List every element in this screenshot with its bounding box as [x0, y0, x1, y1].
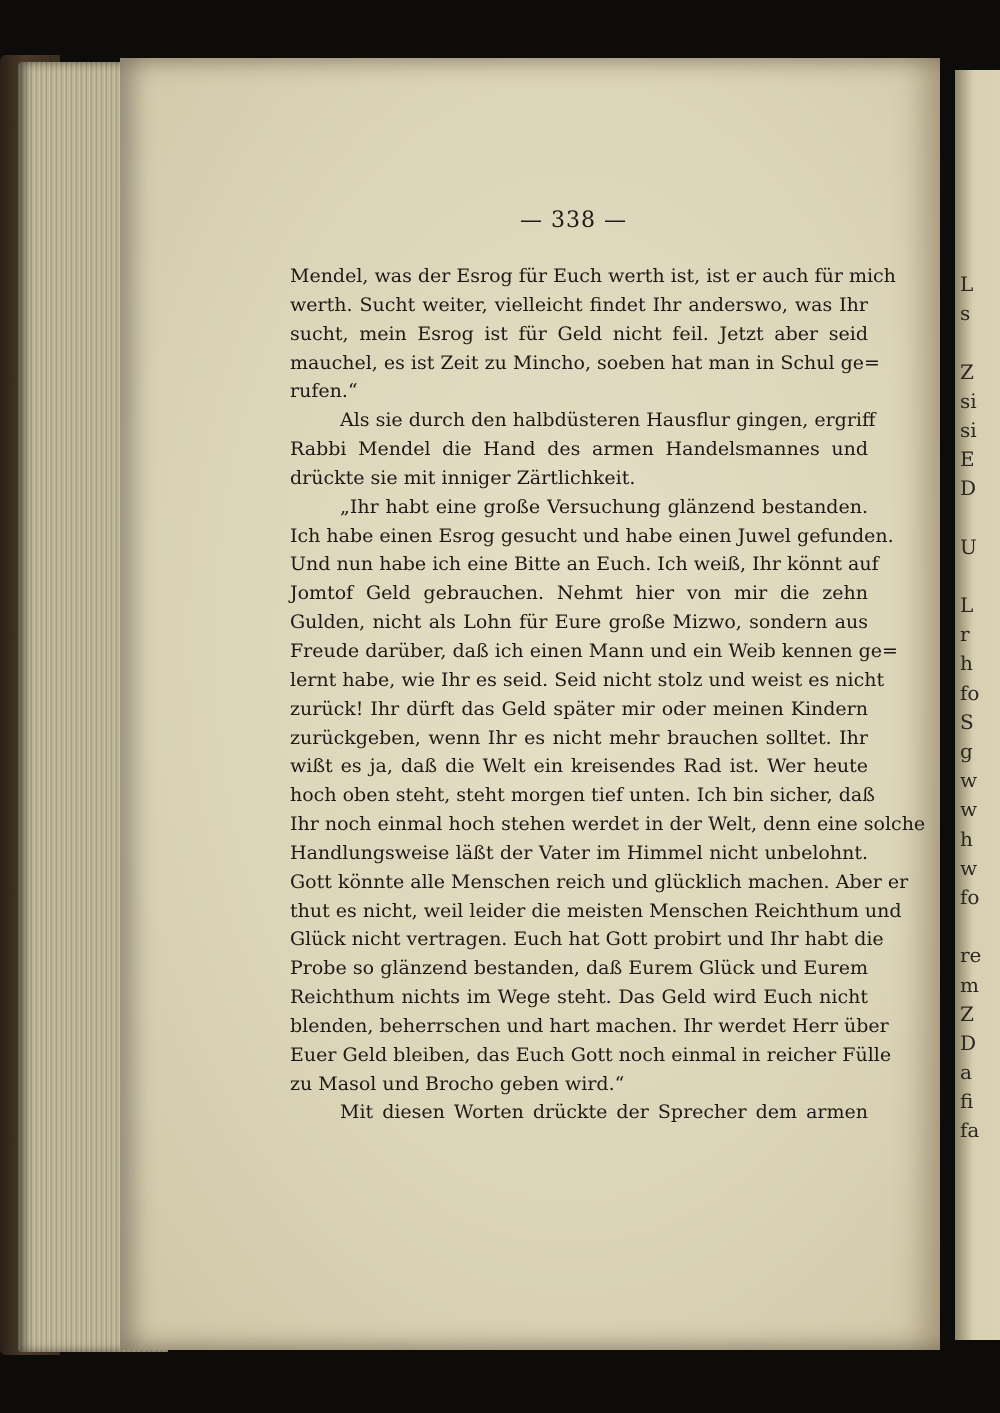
adjacent-page-fragment: fo: [960, 680, 980, 705]
adjacent-page-fragment: si: [960, 417, 977, 442]
adjacent-page-fragment: w: [960, 797, 978, 822]
text-line: wißt es ja, daß die Welt ein kreisendes Rad ist. Wer heute: [290, 755, 868, 778]
text-line: Reichthum nichts im Wege steht. Das Geld wird Euch nicht: [290, 986, 868, 1009]
text-line: Jomtof Geld gebrauchen. Nehmt hier von mir die zehn: [290, 582, 868, 605]
adjacent-page-text: [960, 270, 1000, 1146]
text-line: zurück! Ihr dürft das Geld später mir oder meinen Kindern: [290, 697, 868, 720]
text-line: Probe so glänzend bestanden, daß Eurem Glück und Eurem: [290, 957, 868, 980]
adjacent-page-fragment: L: [960, 272, 974, 296]
adjacent-page-fragment: [960, 562, 1000, 591]
adjacent-page-fragment: a: [960, 1060, 972, 1085]
text-line: Gott könnte alle Menschen reich und glücklich machen. Aber er: [290, 870, 909, 893]
adjacent-page-fragment: w: [960, 855, 978, 880]
text-line: Als sie durch den halbdüsteren Hausflur gingen, ergriff: [340, 409, 876, 432]
adjacent-page-fragment: D: [960, 1030, 977, 1055]
adjacent-page-fragment: Z: [960, 359, 974, 384]
text-line: Mit diesen Worten drückte der Sprecher dem armen: [340, 1101, 868, 1124]
text-line: lernt habe, wie Ihr es seid. Seid nicht stolz und weist es nicht: [290, 668, 885, 691]
text-line: rufen.“: [290, 380, 358, 403]
text-line: sucht, mein Esrog ist für Geld nicht feil. Jetzt aber seid: [290, 322, 868, 345]
adjacent-page-fragment: fo: [960, 884, 980, 909]
text-line: Euer Geld bleiben, das Euch Gott noch einmal in reicher Fülle: [290, 1043, 892, 1066]
text-line: Rabbi Mendel die Hand des armen Handelsmannes und: [290, 438, 868, 461]
text-line: Mendel, was der Esrog für Euch werth ist, ist er auch für mich: [290, 265, 896, 287]
text-line: werth. Sucht weiter, vielleicht findet Ihr anderswo, was Ihr: [290, 293, 868, 316]
adjacent-page-fragment: fi: [960, 1089, 974, 1114]
adjacent-page-fragment: w: [960, 768, 978, 793]
text-line: Und nun habe ich eine Bitte an Euch. Ich weiß, Ihr könnt auf: [290, 553, 879, 576]
text-line: zurückgeben, wenn Ihr es nicht mehr brauchen solltet. Ihr: [290, 726, 868, 749]
text-line: Ihr noch einmal hoch stehen werdet in der Welt, denn eine solche: [290, 813, 926, 836]
body-text: [290, 262, 926, 1127]
adjacent-page-fragment: si: [960, 388, 977, 413]
adjacent-page-fragment: [960, 504, 1000, 533]
text-line: Ich habe einen Esrog gesucht und habe einen Juwel gefunden.: [290, 524, 894, 547]
text-line: Freude darüber, daß ich einen Mann und ein Weib kennen ge=: [290, 639, 898, 662]
text-line: hoch oben steht, steht morgen tief unten. Ich bin sicher, daß: [290, 784, 875, 807]
adjacent-page-fragment: U: [960, 534, 977, 559]
text-line: zu Masol und Brocho geben wird.“: [290, 1072, 625, 1095]
text-line: thut es nicht, weil leider die meisten Menschen Reichthum und: [290, 899, 902, 922]
adjacent-page-fragment: L: [960, 593, 974, 618]
adjacent-page-fragment: E: [960, 447, 975, 472]
adjacent-page-fragment: [960, 912, 1000, 941]
text-line: Gulden, nicht als Lohn für Eure große Mizwo, sondern aus: [290, 611, 868, 634]
page-number: — 338 —: [520, 208, 627, 233]
adjacent-page-fragment: r: [960, 622, 970, 647]
adjacent-page-fragment: fa: [960, 1118, 980, 1143]
adjacent-page-fragment: g: [960, 739, 973, 763]
text-line: „Ihr habt eine große Versuchung glänzend bestanden.: [340, 495, 868, 518]
adjacent-page-fragment: h: [960, 826, 973, 851]
adjacent-page-fragment: s: [960, 301, 971, 326]
text-line: blenden, beherrschen und hart machen. Ihr werdet Herr über: [290, 1014, 889, 1037]
adjacent-page-fragment: D: [960, 476, 977, 501]
adjacent-page-fragment: h: [960, 651, 973, 676]
adjacent-page-fragment: S: [960, 709, 974, 734]
adjacent-page-fragment: m: [960, 972, 979, 997]
text-line: drückte sie mit inniger Zärtlichkeit.: [290, 466, 636, 489]
adjacent-page-fragment: [960, 328, 1000, 357]
adjacent-page-fragment: Z: [960, 1001, 974, 1026]
text-line: mauchel, es ist Zeit zu Mincho, soeben hat man in Schul ge=: [290, 351, 880, 374]
text-line: Handlungsweise läßt der Vater im Himmel nicht unbelohnt.: [290, 841, 868, 864]
text-line: Glück nicht vertragen. Euch hat Gott probirt und Ihr habt die: [290, 928, 884, 951]
adjacent-page-fragment: re: [960, 943, 982, 968]
